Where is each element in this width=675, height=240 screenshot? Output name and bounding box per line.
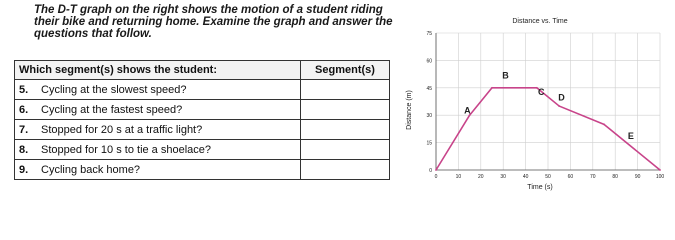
table-row bbox=[15, 160, 390, 180]
data-point bbox=[558, 105, 560, 107]
table-header-row bbox=[15, 61, 390, 80]
segment-labels bbox=[464, 71, 634, 141]
question-text: Stopped for 10 s to tie a shoelace? bbox=[35, 140, 301, 160]
segment-column-header: Segment(s) bbox=[301, 61, 390, 80]
data-point bbox=[659, 169, 661, 171]
distance-time-graph bbox=[398, 0, 674, 206]
question-text: Cycling at the fastest speed? bbox=[35, 100, 301, 120]
question-number: 7. bbox=[15, 120, 36, 140]
intro-text: The D-T graph on the right shows the motion of a student riding their bike and returning home. Examine the graph and answer the questions that follow. bbox=[34, 4, 393, 40]
answer-cell[interactable] bbox=[301, 140, 390, 160]
answer-cell[interactable] bbox=[301, 100, 390, 120]
data-point bbox=[491, 87, 493, 89]
y-tick-label: 45 bbox=[426, 85, 432, 92]
questions-table bbox=[14, 60, 390, 180]
x-tick-label: 40 bbox=[522, 174, 529, 180]
table-row bbox=[15, 80, 390, 100]
x-tick-label: 20 bbox=[478, 174, 484, 180]
question-text: Cycling back home? bbox=[35, 160, 301, 180]
x-tick-label: 60 bbox=[567, 174, 574, 180]
data-point bbox=[435, 169, 437, 171]
table-row bbox=[15, 140, 390, 160]
x-tick-label: 80 bbox=[612, 174, 618, 180]
segment-label: D bbox=[558, 92, 565, 103]
grid bbox=[426, 31, 664, 180]
table-row bbox=[15, 100, 390, 120]
x-tick-label: 10 bbox=[455, 174, 462, 180]
question-column-header: Which segment(s) shows the student: bbox=[15, 61, 301, 80]
data-point bbox=[603, 123, 605, 125]
answer-cell[interactable] bbox=[301, 80, 390, 100]
table-row bbox=[15, 120, 390, 140]
question-text: Cycling at the slowest speed? bbox=[35, 80, 301, 100]
segment-label: C bbox=[538, 87, 545, 98]
segment-label: E bbox=[627, 130, 634, 141]
question-number: 9. bbox=[15, 160, 36, 180]
x-tick-label: 0 bbox=[434, 174, 438, 180]
segment-label: A bbox=[464, 105, 471, 116]
segment-label: B bbox=[502, 70, 509, 81]
y-tick-label: 30 bbox=[426, 113, 432, 120]
question-number: 6. bbox=[15, 100, 36, 120]
question-number: 5. bbox=[15, 80, 36, 100]
answer-cell[interactable] bbox=[301, 120, 390, 140]
y-tick-label: 0 bbox=[429, 168, 432, 174]
y-tick-label: 60 bbox=[426, 58, 432, 65]
x-tick-label: 90 bbox=[634, 174, 641, 180]
y-tick-label: 15 bbox=[426, 140, 432, 147]
x-tick-label: 70 bbox=[590, 174, 596, 180]
x-tick-label: 30 bbox=[500, 174, 506, 180]
x-tick-label: 50 bbox=[545, 174, 551, 180]
question-number: 8. bbox=[15, 140, 36, 160]
chart-title: Distance vs. Time bbox=[512, 18, 568, 25]
question-text: Stopped for 20 s at a traffic light? bbox=[35, 120, 301, 140]
y-axis-label: Distance (m) bbox=[406, 90, 413, 130]
y-tick-label: 75 bbox=[426, 31, 432, 37]
answer-cell[interactable] bbox=[301, 160, 390, 180]
x-axis-label: Time (s) bbox=[527, 184, 553, 191]
x-tick-label: 100 bbox=[655, 174, 665, 180]
